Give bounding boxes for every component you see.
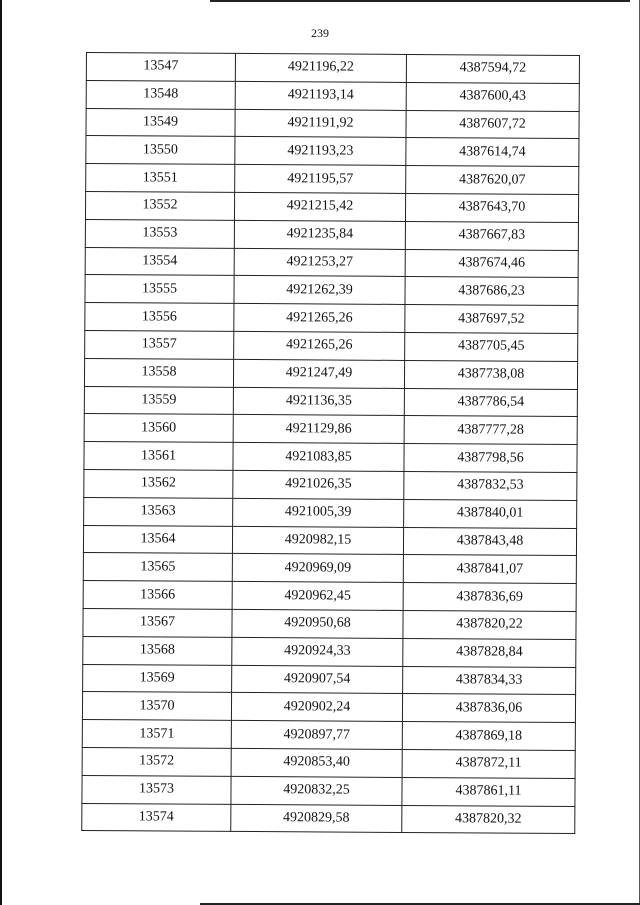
y-coordinate-cell: 4387594,72 [406,54,579,83]
x-coordinate-cell: 4921215,42 [234,192,405,221]
y-coordinate-cell: 4387834,33 [403,666,576,695]
y-coordinate-cell: 4387836,69 [403,583,576,612]
x-coordinate-cell: 4920969,09 [232,554,403,583]
x-coordinate-cell: 4920982,15 [232,526,403,555]
point-number-cell: 13570 [82,692,231,721]
table-row [83,525,576,556]
point-number-cell: 13563 [84,497,233,526]
y-coordinate-cell: 4387840,01 [404,499,577,528]
x-coordinate-cell: 4921129,86 [233,415,404,444]
table-row [85,191,578,222]
x-coordinate-cell: 4921083,85 [233,443,404,472]
x-coordinate-cell: 4920962,45 [232,582,403,611]
table-row [82,692,575,723]
table-row [86,136,579,167]
page-number: 239 [311,26,329,40]
table-row [84,386,577,417]
x-coordinate-cell: 4921253,27 [234,248,405,277]
point-number-cell: 13564 [83,525,232,554]
table-row [85,219,578,250]
x-coordinate-cell: 4921262,39 [234,276,405,305]
y-coordinate-cell: 4387820,22 [403,610,576,639]
x-coordinate-cell: 4920853,40 [231,748,402,777]
point-number-cell: 13574 [82,803,231,832]
point-number-cell: 13562 [84,469,233,498]
x-coordinate-cell: 4920907,54 [232,665,403,694]
x-coordinate-cell: 4920829,58 [231,804,402,833]
y-coordinate-cell: 4387686,23 [405,277,578,306]
y-coordinate-cell: 4387828,84 [403,638,576,667]
table-row [82,803,575,834]
table-row [82,775,575,806]
y-coordinate-cell: 4387643,70 [405,193,578,222]
y-coordinate-cell: 4387836,06 [402,694,575,723]
x-coordinate-cell: 4920902,24 [231,693,402,722]
scan-edge-top [210,0,630,2]
scan-edge-left [0,0,2,905]
point-number-cell: 13560 [84,414,233,443]
table-row [83,636,576,667]
y-coordinate-cell: 4387841,07 [403,555,576,584]
table-row [82,720,575,751]
y-coordinate-cell: 4387667,83 [405,221,578,250]
x-coordinate-cell: 4921026,35 [233,470,404,499]
x-coordinate-cell: 4921193,23 [235,137,406,166]
x-coordinate-cell: 4921265,26 [234,331,405,360]
x-coordinate-cell: 4921195,57 [235,165,406,194]
x-coordinate-cell: 4921136,35 [233,387,404,416]
point-number-cell: 13553 [85,219,234,248]
point-number-cell: 13573 [82,775,231,804]
y-coordinate-cell: 4387607,72 [406,110,579,139]
y-coordinate-cell: 4387786,54 [404,388,577,417]
point-number-cell: 13569 [83,664,232,693]
x-coordinate-cell: 4920950,68 [232,609,403,638]
table-row [85,275,578,306]
table-row [83,664,576,695]
y-coordinate-cell: 4387697,52 [405,305,578,334]
y-coordinate-cell: 4387674,46 [405,249,578,278]
x-coordinate-cell: 4920897,77 [231,721,402,750]
point-number-cell: 13568 [83,636,232,665]
x-coordinate-cell: 4921191,92 [235,109,406,138]
x-coordinate-cell: 4921265,26 [234,304,405,333]
point-number-cell: 13555 [85,275,234,304]
y-coordinate-cell: 4387861,11 [402,777,575,806]
table-row [84,497,577,528]
point-number-cell: 13548 [86,80,235,109]
y-coordinate-cell: 4387843,48 [403,527,576,556]
coordinates-table [81,52,580,834]
y-coordinate-cell: 4387738,08 [404,360,577,389]
table-row [84,358,577,389]
y-coordinate-cell: 4387705,45 [405,332,578,361]
y-coordinate-cell: 4387798,56 [404,444,577,473]
y-coordinate-cell: 4387872,11 [402,749,575,778]
y-coordinate-cell: 4387614,74 [406,138,579,167]
point-number-cell: 13558 [84,358,233,387]
table-row [84,442,577,473]
point-number-cell: 13551 [86,164,235,193]
point-number-cell: 13561 [84,442,233,471]
table-row [83,608,576,639]
point-number-cell: 13549 [86,108,235,137]
coordinates-table-body [82,53,580,834]
point-number-cell: 13559 [84,386,233,415]
table-row [82,747,575,778]
x-coordinate-cell: 4921235,84 [234,220,405,249]
point-number-cell: 13554 [85,247,234,276]
table-row [86,164,579,195]
point-number-cell: 13547 [86,53,235,82]
x-coordinate-cell: 4921247,49 [233,359,404,388]
point-number-cell: 13572 [82,747,231,776]
table-row [85,330,578,361]
table-row [86,108,579,139]
y-coordinate-cell: 4387620,07 [406,166,579,195]
y-coordinate-cell: 4387820,32 [402,805,575,834]
table-row [83,581,576,612]
point-number-cell: 13566 [83,581,232,610]
point-number-cell: 13556 [85,303,234,332]
y-coordinate-cell: 4387869,18 [402,722,575,751]
y-coordinate-cell: 4387832,53 [404,471,577,500]
table-row [83,553,576,584]
x-coordinate-cell: 4920832,25 [231,776,402,805]
point-number-cell: 13552 [85,191,234,220]
y-coordinate-cell: 4387777,28 [404,416,577,445]
point-number-cell: 13571 [82,720,231,749]
table-row [84,414,577,445]
point-number-cell: 13565 [83,553,232,582]
point-number-cell: 13550 [86,136,235,165]
y-coordinate-cell: 4387600,43 [406,82,579,111]
table-row [86,53,579,84]
table-row [85,303,578,334]
x-coordinate-cell: 4921196,22 [235,53,406,82]
table-row [84,469,577,500]
x-coordinate-cell: 4921005,39 [233,498,404,527]
table-row [86,80,579,111]
point-number-cell: 13567 [83,608,232,637]
x-coordinate-cell: 4920924,33 [232,637,403,666]
point-number-cell: 13557 [85,330,234,359]
table-row [85,247,578,278]
x-coordinate-cell: 4921193,14 [235,81,406,110]
